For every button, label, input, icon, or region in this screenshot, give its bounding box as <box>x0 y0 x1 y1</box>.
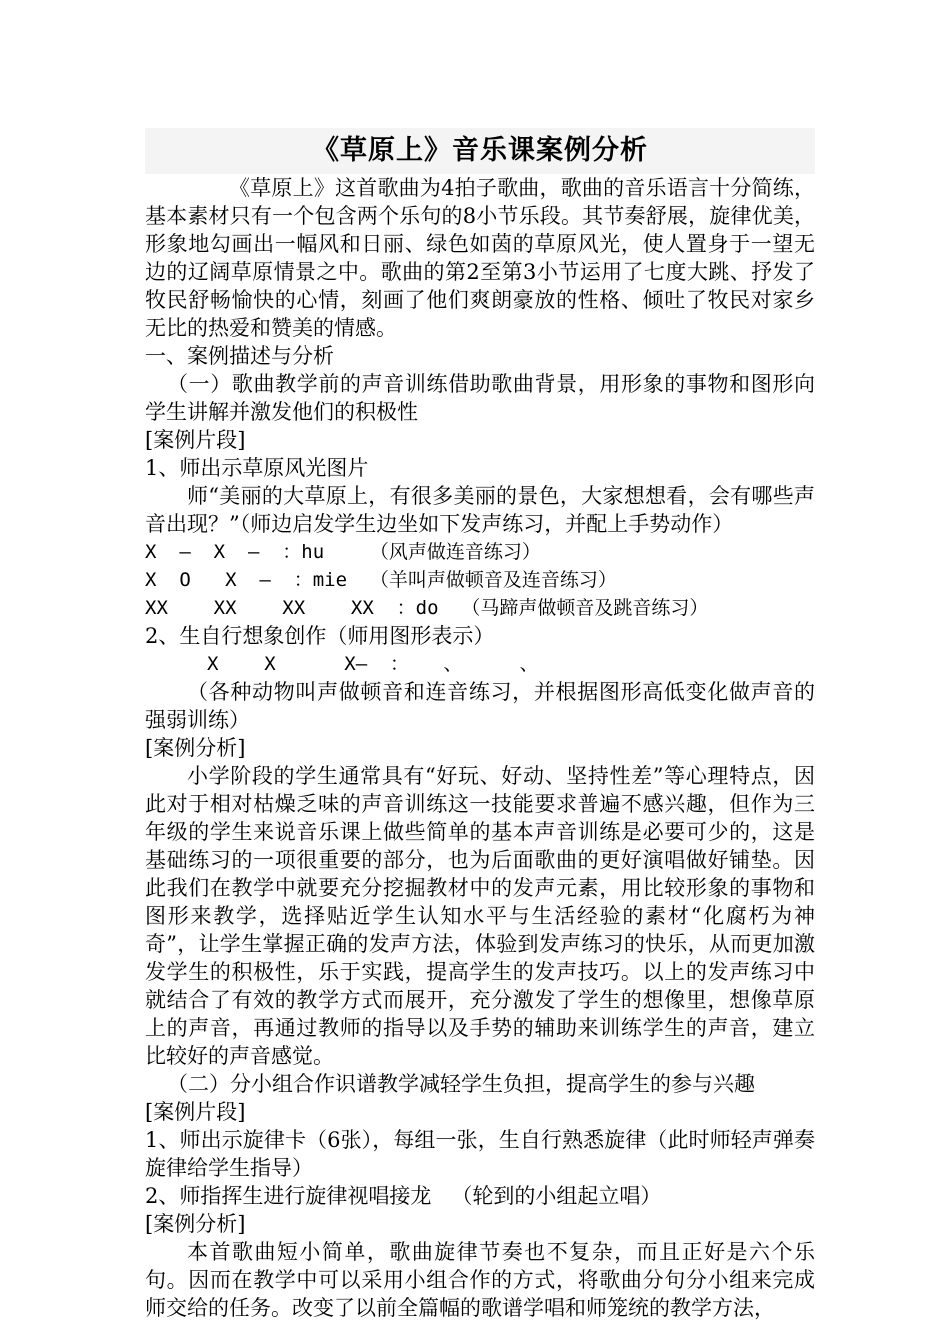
shape-exercise: X X X— ： 、 、 <box>207 653 539 675</box>
case-clip-label-2: [案例片段] <box>145 1100 246 1124</box>
teacher-quote: 师“美丽的大草原上，有很多美丽的景色，大家想想看，会有哪些声音出现？”（师边启发学生边坐如下发声练习，并配上手势动作） <box>145 484 815 536</box>
section-heading-1: 一、案例描述与分析 <box>145 344 334 368</box>
analysis-paragraph-1: 小学阶段的学生通常具有“好玩、好动、坚持性差”等心理特点，因此对于相对枯燥乏味的声音训练这一技能要求普遍不感兴趣，但作为三年级的学生来说音乐课上做些简单的基本声音训练是必要可少的，这是基础练习的一项很重要的部分，也为后面歌曲的更好演唱做好铺垫。因此我们在教学中就要充分挖掘教材中的发声元素，用比较形象的事物和图形来教学，选择贴近学生认知水平与生活经验的素材“化腐朽为神奇”，让学生掌握正确的发声方法，体验到发声练习的快乐，从而更加激发学生的积极性，乐于实践，提高学生的发声技巧。以上的发声练习中就结合了有效的教学方式而展开，充分激发了学生的想像里，想像草原上的声音，再通过教师的指导以及手势的辅助来训练学生的声音，建立比较好的声音感觉。 <box>145 764 815 1068</box>
case-analysis-label-1: [案例分析] <box>145 736 246 760</box>
shape-exercise-note: （各种动物叫声做顿音和连音练习，并根据图形高低变化做声音的强弱训练） <box>145 680 815 732</box>
exercise-line-2: X O X — ：mie （羊叫声做顿音及连音练习） <box>145 569 617 591</box>
intro-paragraph: 《草原上》这首歌曲为4拍子歌曲，歌曲的音乐语言十分简练，基本素材只有一个包含两个乐句的8小节乐段。其节奏舒展，旋律优美，形象地勾画出一幅风和日丽、绿色如茵的草原风光，使人置身于一望无边的辽阔草原情景之中。歌曲的第2至第3小节运用了七度大跳、抒发了牧民舒畅愉快的心情，刻画了他们爽朗豪放的性格、倾吐了牧民对家乡无比的热爱和赞美的情感。 <box>145 176 815 340</box>
step-2: 2、生自行想象创作（师用图形表示） <box>145 624 495 648</box>
subsection-heading-2: （二）分小组合作识谱教学减轻学生负担，提高学生的参与兴趣 <box>167 1072 755 1096</box>
exercise-line-1: X — X — ：hu （风声做连音练习） <box>145 541 541 563</box>
step-4: 2、师指挥生进行旋律视唱接龙 （轮到的小组起立唱） <box>145 1184 662 1208</box>
document-page <box>145 128 815 1322</box>
case-analysis-label-2: [案例分析] <box>145 1212 246 1236</box>
title-banner <box>145 128 815 174</box>
step-1: 1、师出示草原风光图片 <box>145 456 369 480</box>
subsection-heading-1: （一）歌曲教学前的声音训练借助歌曲背景，用形象的事物和图形向学生讲解并激发他们的积极性 <box>145 372 815 424</box>
page-title: 《草原上》音乐课案例分析 <box>312 135 648 166</box>
case-clip-label-1: [案例片段] <box>145 428 246 452</box>
exercise-line-3: XX XX XX XX ：do （马蹄声做顿音及跳音练习） <box>145 597 709 619</box>
step-3: 1、师出示旋律卡（6张），每组一张，生自行熟悉旋律（此时师轻声弹奏旋律给学生指导） <box>145 1128 815 1180</box>
analysis-paragraph-2: 本首歌曲短小简单，歌曲旋律节奏也不复杂，而且正好是六个乐句。因而在教学中可以采用小组合作的方式，将歌曲分句分小组来完成师交给的任务。改变了以前全篇幅的歌谱学唱和师笼统的教学方法， <box>145 1240 815 1320</box>
